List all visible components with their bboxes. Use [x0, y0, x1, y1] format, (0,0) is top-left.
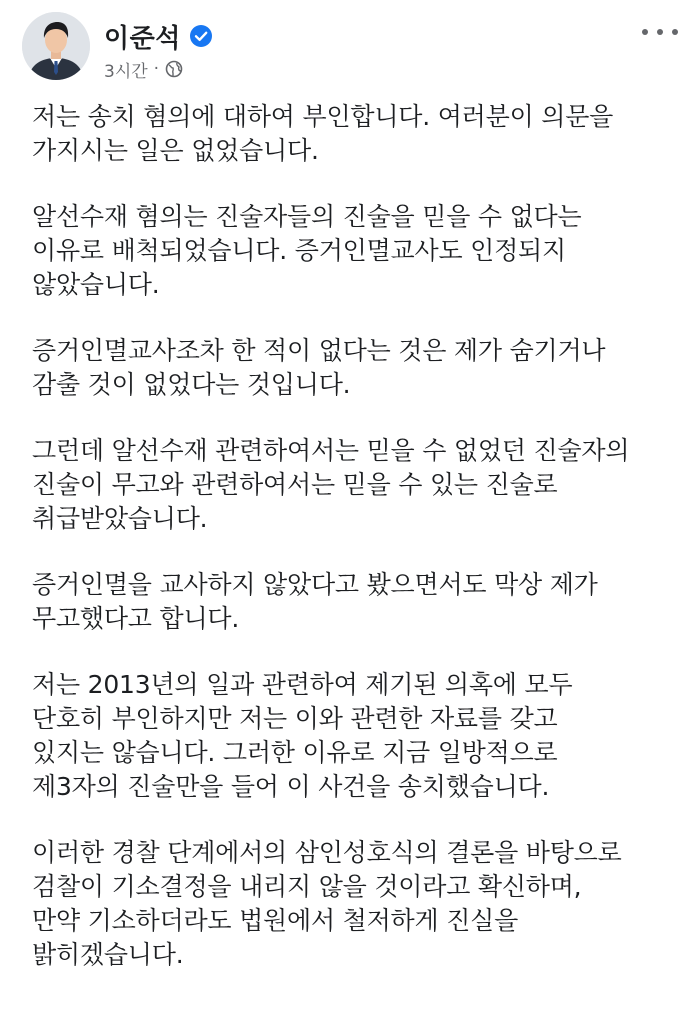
- more-dot: [642, 29, 648, 35]
- post-line: 증거인멸을 교사하지 않았다고 봤으면서도 막상 제가: [32, 570, 598, 599]
- post-line: 만약 기소하더라도 법원에서 철저하게 진실을: [32, 906, 519, 935]
- post-line: 제3자의 진술만을 들어 이 사건을 송치했습니다.: [32, 772, 550, 801]
- post-paragraph: [32, 836, 682, 972]
- author-row: [104, 16, 212, 56]
- post-line: 저는 송치 혐의에 대하여 부인합니다. 여러분이 의문을: [32, 102, 614, 131]
- post-line: 저는 2013년의 일과 관련하여 제기된 의혹에 모두: [32, 670, 573, 699]
- post-paragraph: [32, 100, 682, 168]
- post-timestamp[interactable]: 3시간: [104, 61, 148, 82]
- post-paragraph: [32, 434, 682, 536]
- post-paragraph: [32, 334, 682, 402]
- post-line: 않았습니다.: [32, 270, 160, 299]
- post-line: 밝히겠습니다.: [32, 940, 184, 969]
- verified-badge-icon: [190, 25, 212, 47]
- post-line: 이러한 경찰 단계에서의 삼인성호식의 결론을 바탕으로: [32, 838, 622, 867]
- post-meta: [104, 56, 183, 82]
- avatar[interactable]: [22, 12, 90, 80]
- meta-separator: ·: [153, 59, 160, 79]
- post-paragraph: [32, 568, 682, 636]
- post-line: 가지시는 일은 없었습니다.: [32, 136, 319, 165]
- post-header: [0, 0, 700, 92]
- globe-icon[interactable]: [165, 60, 183, 78]
- post-line: 취급받았습니다.: [32, 504, 208, 533]
- post-line: 단호히 부인하지만 저는 이와 관련한 자료를 갖고: [32, 704, 558, 733]
- post-line: 진술이 무고와 관련하여서는 믿을 수 있는 진술로: [32, 470, 558, 499]
- post-line: 이유로 배척되었습니다. 증거인멸교사도 인정되지: [32, 236, 566, 265]
- post-line: 검찰이 기소결정을 내리지 않을 것이라고 확신하며,: [32, 872, 582, 901]
- post-text: [32, 100, 682, 1004]
- post-paragraph: [32, 668, 682, 804]
- more-dot: [657, 29, 663, 35]
- author-name[interactable]: 이준석: [104, 23, 181, 54]
- post-line: 그런데 알선수재 관련하여서는 믿을 수 없었던 진술자의: [32, 436, 630, 465]
- post-line: 감출 것이 없었다는 것입니다.: [32, 370, 351, 399]
- post-line: 알선수재 혐의는 진술자들의 진술을 믿을 수 없다는: [32, 202, 582, 231]
- avatar-photo: [22, 12, 90, 80]
- post-paragraph: [32, 200, 682, 302]
- post-line: 있지는 않습니다. 그러한 이유로 지금 일방적으로: [32, 738, 558, 767]
- more-options-icon[interactable]: [642, 22, 678, 42]
- post-line: 무고했다고 합니다.: [32, 604, 240, 633]
- post-line: 증거인멸교사조차 한 적이 없다는 것은 제가 숨기거나: [32, 336, 606, 365]
- more-dot: [672, 29, 678, 35]
